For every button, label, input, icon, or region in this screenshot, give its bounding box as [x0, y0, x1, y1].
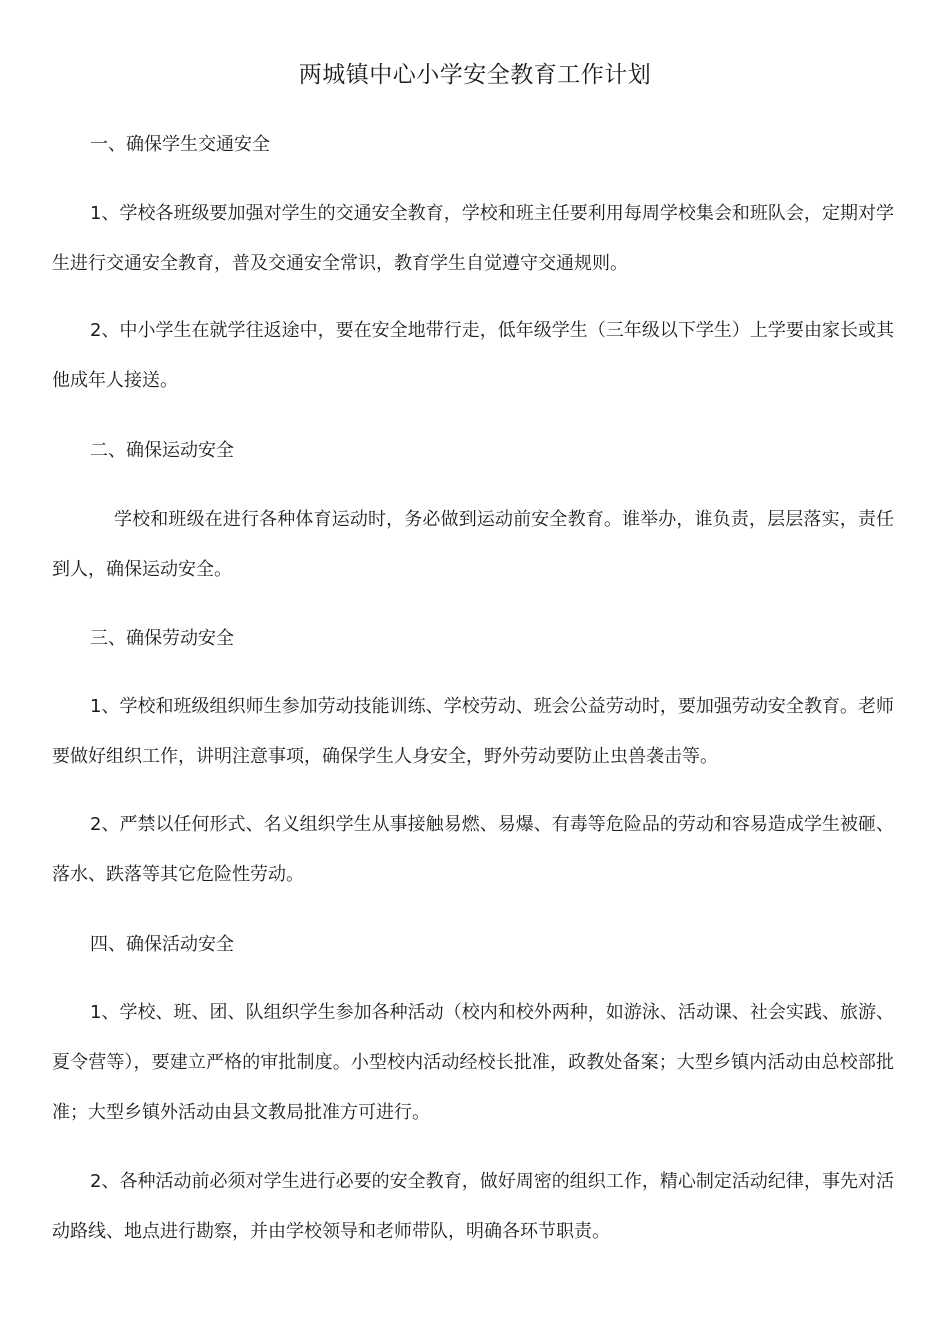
- section-paragraph: 学校和班级在进行各种体育运动时，务必做到运动前安全教育。谁举办，谁负责，层层落实，责任到人，确保运动安全。: [52, 509, 894, 580]
- section-paragraph: 2、严禁以任何形式、名义组织学生从事接触易燃、易爆、有毒等危险品的劳动和容易造成学生被砸、落水、跌落等其它危险性劳动。: [52, 814, 894, 885]
- document-title: 两城镇中心小学安全教育工作计划: [298, 62, 652, 88]
- section-paragraph: 2、中小学生在就学往返途中，要在安全地带行走，低年级学生（三年级以下学生）上学要由家长或其他成年人接送。: [52, 320, 894, 391]
- section-paragraph: 1、学校各班级要加强对学生的交通安全教育，学校和班主任要利用每周学校集会和班队会，定期对学生进行交通安全教育，普及交通安全常识，教育学生自觉遵守交通规则。: [52, 203, 894, 274]
- section-heading-traffic: 一、确保学生交通安全: [90, 134, 270, 155]
- section-heading-labor: 三、确保劳动安全: [90, 628, 234, 649]
- section-paragraph: 1、学校、班、团、队组织学生参加各种活动（校内和校外两种，如游泳、活动课、社会实践、旅游、夏令营等），要建立严格的审批制度。小型校内活动经校长批准，政教处备案；大型乡镇内活动由总校部批准；大型乡镇外活动由县文教局批准方可进行。: [52, 1002, 894, 1123]
- section-heading-activities: 四、确保活动安全: [90, 934, 234, 955]
- section-heading-sports: 二、确保运动安全: [90, 440, 234, 461]
- section-paragraph: 2、各种活动前必须对学生进行必要的安全教育，做好周密的组织工作，精心制定活动纪律，事先对活动路线、地点进行勘察，并由学校领导和老师带队，明确各环节职责。: [52, 1171, 894, 1242]
- section-paragraph: 1、学校和班级组织师生参加劳动技能训练、学校劳动、班会公益劳动时，要加强劳动安全教育。老师要做好组织工作，讲明注意事项，确保学生人身安全，野外劳动要防止虫兽袭击等。: [52, 696, 894, 767]
